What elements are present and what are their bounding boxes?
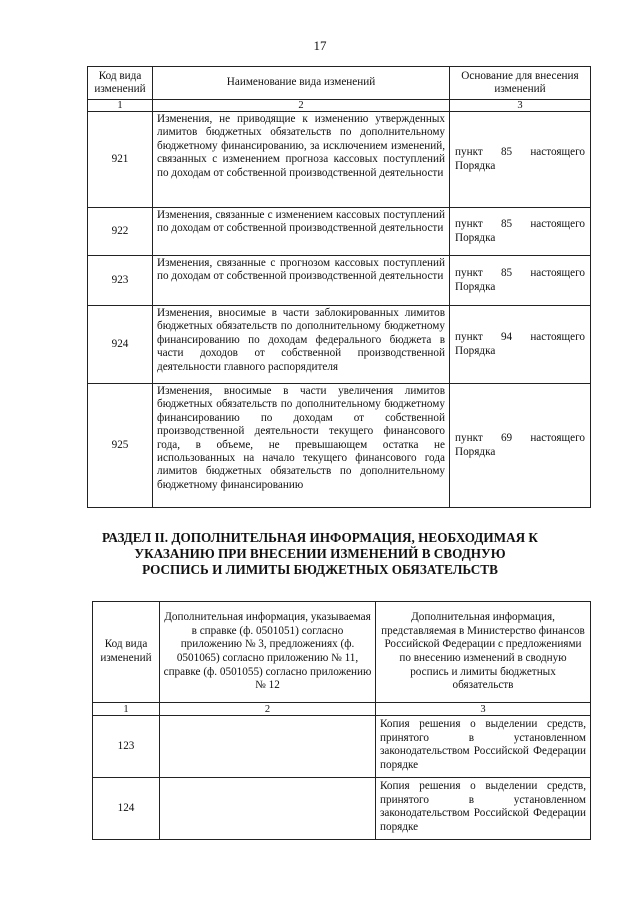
table-row [88,208,591,256]
table-row [88,384,591,508]
change-name: Изменения, не приводящие к изменению утвержденных лимитов бюджетных обязательств по дополнительному бюджетному финансированию, за исключением изменений, связанных с изменением прогноза кассовых поступлений по доходам от собственной производственной деятельности [153,112,450,208]
change-basis: пункт 85 настоящего Порядка [450,256,591,306]
section-title: РАЗДЕЛ II. ДОПОЛНИТЕЛЬНАЯ ИНФОРМАЦИЯ, НЕОБХОДИМАЯ К УКАЗАНИЮ ПРИ ВНЕСЕНИИ ИЗМЕНЕНИЙ В СВОДНУЮ РОСПИСЬ И ЛИМИТЫ БЮДЖЕТНЫХ ОБЯЗАТЕЛЬСТВ [102,530,538,577]
change-code: 123 [93,716,160,778]
change-code: 923 [88,256,153,306]
additional-info-cell [160,716,376,778]
ministry-info-cell: Копия решения о выделении средств, принятого в установленном законодательством Российской Федерации порядке [376,716,591,778]
change-code: 925 [88,384,153,508]
column-number: 2 [153,100,450,112]
change-name: Изменения, вносимые в части увеличения лимитов бюджетных обязательств по дополнительному бюджетному финансированию по доходам от собственной производственной деятельности текущего финансового года, в объеме, не превышающем остатка не использованных на начало текущего финансового года лимитов бюджетных обязательств по дополнительному бюджетному финансированию [153,384,450,508]
change-types-table [87,66,591,508]
change-basis: пункт 69 настоящего Порядка [450,384,591,508]
header-change-code: Код вида изменений [93,602,160,703]
change-name: Изменения, связанные с прогнозом кассовых поступлений по доходам от собственной производственной деятельности [153,256,450,306]
table-row [88,112,591,208]
column-number: 1 [93,703,160,716]
change-basis: пункт 94 настоящего Порядка [450,306,591,384]
header-change-basis: Основание для внесения изменений [450,67,591,100]
column-number: 3 [376,703,591,716]
table-row [93,716,591,778]
ministry-info-cell: Копия решения о выделении средств, принятого в установленном законодательством Российской Федерации порядке [376,778,591,840]
column-number: 2 [160,703,376,716]
change-code: 921 [88,112,153,208]
column-number: 1 [88,100,153,112]
change-code: 924 [88,306,153,384]
header-additional-info: Дополнительная информация, указываемая в справке (ф. 0501051) согласно приложению № 3, предложениях (ф. 0501065) согласно приложению № 11, справке (ф. 0501055) согласно приложению № 12 [160,602,376,703]
change-name: Изменения, вносимые в части заблокированных лимитов бюджетных обязательств по дополнительному бюджетному финансированию по доходам федерального бюджета в части доходов от собственной производственной деятельности главного распорядителя [153,306,450,384]
change-basis: пункт 85 настоящего Порядка [450,208,591,256]
change-basis: пункт 85 настоящего Порядка [450,112,591,208]
change-name: Изменения, связанные с изменением кассовых поступлений по доходам от собственной производственной деятельности [153,208,450,256]
table-row [88,256,591,306]
header-change-code: Код вида изменений [88,67,153,100]
additional-info-cell [160,778,376,840]
page-number: 17 [313,38,327,53]
table-row [93,778,591,840]
change-code: 124 [93,778,160,840]
header-ministry-info: Дополнительная информация, представляемая в Министерство финансов Российской Федерации с предложениями по внесению изменений в сводную роспись и лимиты бюджетных обязательств [376,602,591,703]
column-number: 3 [450,100,591,112]
change-code: 922 [88,208,153,256]
table-row [88,306,591,384]
additional-info-table [92,601,591,840]
header-change-name: Наименование вида изменений [153,67,450,100]
